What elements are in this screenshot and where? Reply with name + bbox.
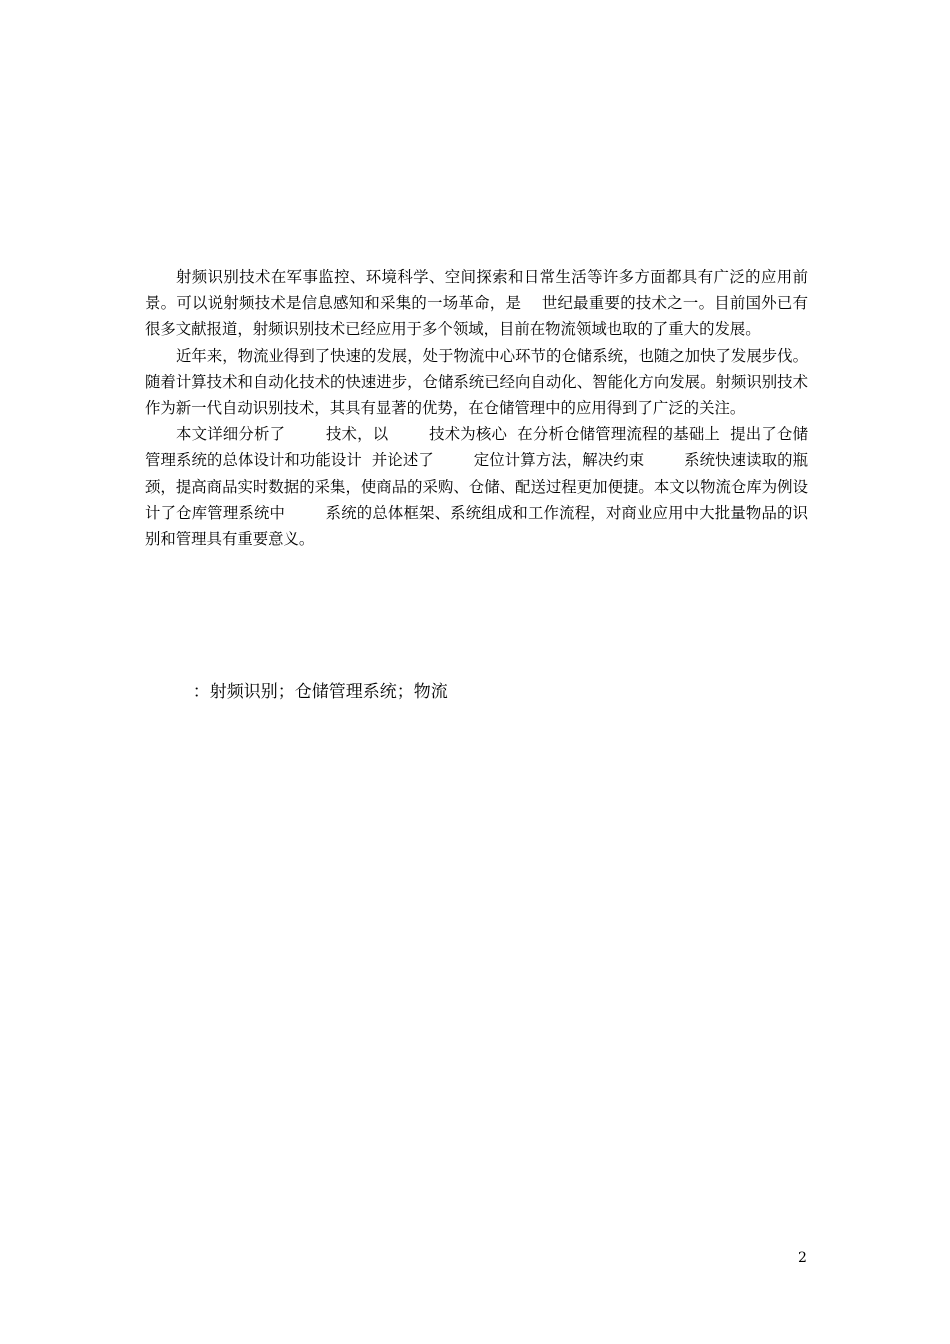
abstract-paragraph-3: 本文详细分析了 技术，以 技术为核心 在分析仓储管理流程的基础上 提出了仓储管理系统的总体设计和功能设计 并论述了 定位计算方法，解决约束 系统快速读取的瓶颈，提高商品实时数据的采集，使商品的采购、仓储、配送过程更加便捷。本文以物流仓库为例设计了仓库管理系统中 系统的总体框架、系统组成和工作流程，对商业应用中大批量物品的识别和管理具有重要意义。 <box>145 425 808 549</box>
keywords-text: ：射频识别；仓储管理系统；物流 <box>160 682 448 702</box>
abstract-paragraph-1: 射频识别技术在军事监控、环境科学、空间探索和日常生活等许多方面都具有广泛的应用前景。可以说射频技术是信息感知和采集的一场革命，是 世纪最重要的技术之一。目前国外已有很多文献报道，射频识别技术已经应用于多个领域，目前在物流领域也取的了重大的发展。 <box>145 268 808 339</box>
abstract-paragraph-2: 近年来，物流业得到了快速的发展，处于物流中心环节的仓储系统，也随之加快了发展步伐。随着计算技术和自动化技术的快速进步，仓储系统已经向自动化、智能化方向发展。射频识别技术作为新一代自动识别技术，其具有显著的优势，在仓储管理中的应用得到了广泛的关注。 <box>145 346 808 418</box>
keywords-line <box>145 679 808 705</box>
page-number: 2 <box>798 1250 807 1266</box>
abstract-body <box>145 264 808 552</box>
keywords-label <box>145 682 160 701</box>
